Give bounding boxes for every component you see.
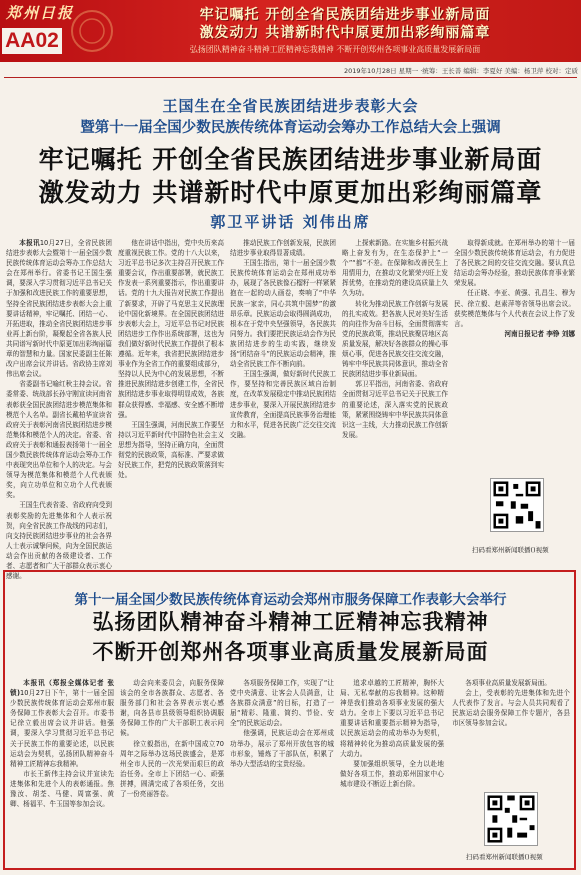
article1-headline-2: 激发动力 共谱新时代中原更加出彩绚丽篇章 xyxy=(38,178,543,207)
article2-headline-1: 弘扬团队精神奋斗精神工匠精神忘我精神 xyxy=(92,609,489,634)
paragraph: 他在讲话中指出，党中央历来高度重视民族工作。党的十八大以来，习近平总书记多次主持召开民族工作重要会议，作出重要部署，就民族工作发表一系列重要指示，作出重要讲话。党的十九大报告对民族工作提出了新要求，开辟了马克思主义民族理论中国化新境界。在全国民族团结进步表彰大会上，习近平总书记对民族团结进步工作作出系统部署，这也为我们做好新时代民族工作提供了根本遵循。近年来，我省把民族团结进步事业作为全省工作的重要组成部分，坚持以人民为中心的发展思想，不断推进民族团结进步创建工作，全省民族团结进步事业取得明显成效，各族群众获得感、幸福感、安全感不断增强。 xyxy=(118,239,224,419)
article1-column-4 xyxy=(342,238,448,566)
article1-byline: 郭卫平讲话 刘伟出席 xyxy=(210,213,371,231)
paragraph: 王国生代表省委、省政府向受到表彰奖励的先进集体和个人表示祝贺，向全省民族工作战线的同志们，向支持民族团结进步事业的社会各界人士表示诚挚问候，向为全国民族运动会作出贡献的各级建设者、工作者、志愿者和广大干部群众表示衷心感谢。 xyxy=(6,501,112,581)
qr-caption: 扫码看郑州新闻联播()视频 xyxy=(466,853,543,861)
article1-column-5 xyxy=(454,238,575,470)
paragraph: 追求卓越的工匠精神，胸怀大局、无私奉献的忘我精神。这种精神是我们推动各项事业发展的强大动力。全市上下要以习近平总书记重要讲话和重要指示精神为指导，以民族运动会的成功举办为契机，将精神转化为推动高质量发展的强大动力。 xyxy=(340,679,444,758)
paragraph: 王国生强调，做好新时代民族工作，要坚持和完善民族区域自治制度，在改革发展稳定中推动民族团结进步事业，要深入开展民族团结进步宣传教育，全面提高民族事务治理能力和水平，促进各民族广泛交往交流交融。 xyxy=(230,370,336,439)
paragraph: 各项事业高质量发展新局面。 xyxy=(465,679,551,687)
banner-subline: 弘扬团队精神奋斗精神工匠精神忘我精神 不断开创郑州各项事业高质量发展新局面 xyxy=(189,45,481,54)
qr-code-icon[interactable] xyxy=(490,478,544,532)
masthead xyxy=(0,0,581,62)
paragraph: 徐立毅指出，在新中国成立70周年之际举办这场民族盛会，是郑州全市人民的一次光荣而艰巨的政治任务。全市上下团结一心、顽强拼搏，圆满完成了各项任务，交出了一份亮丽答卷。 xyxy=(120,739,224,799)
paragraph: 动会向来委员会，向服务保障该会的全市各族群众、志愿者、各服务部门和社会各界表示衷心感谢，向各县市县级领导组织协调服务保障工作的广大干部职工表示问候。 xyxy=(120,679,224,738)
article1-column-3 xyxy=(230,238,336,566)
article2-column-2 xyxy=(120,678,224,864)
banner-line-2: 激发动力 共谱新时代中原更加出彩绚丽篇章 xyxy=(199,25,491,41)
article1-column-1 xyxy=(6,238,112,581)
article2-column-4 xyxy=(340,678,444,864)
qr-caption: 扫码看郑州新闻联播()视频 xyxy=(472,546,549,554)
article1-column-2 xyxy=(118,238,224,566)
paragraph: 郭卫平指出，河南省委、省政府全面贯彻习近平总书记关于民族工作的重要论述，深入落实党的民族政策，紧紧围绕铸牢中华民族共同体意识这一主线，大力推动民族工作创新发展。 xyxy=(342,380,448,439)
qr-code-icon[interactable] xyxy=(484,792,538,846)
dateline-lead: 本报讯（郑报全媒体记者 张锁) xyxy=(10,679,114,698)
article1-kicker: 王国生在全省民族团结进步表彰大会 xyxy=(162,97,419,115)
article2-column-1 xyxy=(10,678,114,864)
paragraph: 省委副书记喻红秋主持会议。省委常委、统战部长孙守刚宣读河南省表彰获全国民族团结进步模范集体和模范个人名单。副省长戴柏华宣读省政府关于表彰河南省民族团结进步模范集体和模范个人的决定。省委、省政府关于表彰和通报表扬第十一届全国少数民族传统体育运动会筹办工作中表现突出单位和个人的决定。与会领导为模范集体和模范个人代表颁奖，向立功单位和立功个人代表颁奖。 xyxy=(6,380,112,500)
brand-logo: 郑州日报 xyxy=(6,4,75,22)
divider xyxy=(4,77,577,78)
article2-kicker: 第十一届全国少数民族传统体育运动会郑州市服务保障工作表彰大会举行 xyxy=(74,592,507,608)
paragraph: 王国生强调，河南民族工作要坚持以习近平新时代中国特色社会主义思想为指导，坚持正确方向，全面贯彻党的民族政策，高标准、严要求做好民族工作，把党的民族政策落到实处。 xyxy=(118,420,224,480)
page-number: AA02 xyxy=(2,28,62,54)
article1-subkicker: 暨第十一届全国少数民族传统体育运动会筹办工作总结大会上强调 xyxy=(80,120,501,136)
paragraph: 要加强组织领导，全力以赴地做好各项工作，推动郑州国家中心城市建设不断迈上新台阶。 xyxy=(340,759,444,788)
dateline-lead: 本报讯 xyxy=(19,239,40,247)
paragraph: 10月27日下午，第十一届全国少数民族传统体育运动会郑州市服务保障工作表彰大会召开。市委书记徐立毅出席会议并讲话。他强调，要深入学习贯彻习近平总书记关于民族工作的重要论述，以民族运动会为契机，弘扬团队精神奋斗精神工匠精神忘我精神。 xyxy=(10,689,114,768)
banner-line-1: 牢记嘱托 开创全省民族团结进步事业新局面 xyxy=(199,7,491,23)
reporter-signature: 河南日报记者 李铮 刘娜 xyxy=(504,329,575,338)
paragraph: 任正晓、李亚、黄强、孔昌生、穆为民、徐立毅、赵素萍等省领导出席会议。获奖模范集体与个人代表在会议上作了发言。 xyxy=(454,289,575,328)
paragraph: 上探索新路。在实施乡村振兴战略上奋发有为，在生态保护上“一个”“都”不差。在保障和改善民生上用情用力，在推动文化繁荣兴旺上发挥优势，在推动党的建设高质量上久久为功。 xyxy=(342,239,448,298)
paragraph: 他强调，民族运动会在郑州成功举办，展示了郑州开放包容的城市形象，锤炼了干部队伍，积累了举办大型活动的宝贵经验。 xyxy=(230,729,334,768)
paragraph: 各项服务保障工作，实现了“让党中央满意、让客会人员满意，让各族群众满意”的目标，打造了一届“精彩、隆重、简约、节俭、安全”的民族运动会。 xyxy=(230,679,334,728)
paragraph: 市长王新伟主持会议并宣读先进集体和先进个人的表彰通报。焦豫汝、胡荃、马健、周富强、黄卿、杨福平、牛玉国等参加会议。 xyxy=(10,769,114,809)
paragraph: 推动民族工作创新发展，民族团结进步事业取得显著成绩。 xyxy=(230,239,336,258)
paragraph: 取得新成就。在郑州举办的第十一届全国少数民族传统体育运动会，有力促进了各民族之间的交往交流交融。要认真总结运动会筹办经验，推动民族体育事业繁荣发展。 xyxy=(454,239,575,288)
paragraph: 10月27日，全省民族团结进步表彰大会暨第十一届全国少数民族传统体育运动会筹办工作总结大会在郑州举行。省委书记王国生强调，要深入学习贯彻习近平总书记关于加强和改进民族工作的重要思想，坚持全省民族团结进步表彰大会上重要讲话精神，牢记嘱托、团结一心、开拓进取，推动全省民族团结进步事业再上新台阶，凝聚起全省各族人民共同谱写新时代中原更加出彩绚丽篇章的智慧和力量。国家民委副主任陈改户出席会议并讲话。省政协主席刘伟出席会议。 xyxy=(6,239,112,379)
dateline: 2019年10月28日 星期一 ·统筹：王长善 编辑：李夏好 美编：杨卫萍 校对：定质 xyxy=(344,67,578,75)
article2-column-5 xyxy=(452,678,570,783)
article2-headline-2: 不断开创郑州各项事业高质量发展新局面 xyxy=(92,639,489,664)
article2-column-3 xyxy=(230,678,334,864)
article1-headline-1: 牢记嘱托 开创全省民族团结进步事业新局面 xyxy=(38,145,543,174)
paragraph: 会上，受表彰的先进集体和先进个人代表作了发言。与会人员共同观看了民族运动会服务保障工作专题片，各县市区领导参加会议。 xyxy=(452,689,570,728)
paragraph: 王国生指出，第十一届全国少数民族传统体育运动会在郑州成功举办，展现了各民族像石榴籽一样紧紧抱在一起的动人画卷，奏响了“中华民族一家亲，同心共筑中国梦”的激昂乐章。民族运动会取得圆满成功，根本在于党中央坚强领导，各民族共同努力。我们要把民族运动会作为民族团结进步的生动实践，继续发扬“团结奋斗”的民族运动会精神，推动全省民族工作不断向前。 xyxy=(230,259,336,369)
paragraph: 转化为推动民族工作创新与发展的扎实成效。把各族人民对美好生活的向往作为奋斗目标，全面贯彻落实党的民族政策，推动民族聚居地区高质量发展，解决好各族群众的操心事烦心事，促进各民族交往交流交融，铸牢中华民族共同体意识，推动全省民族团结进步事业新局面。 xyxy=(342,299,448,379)
